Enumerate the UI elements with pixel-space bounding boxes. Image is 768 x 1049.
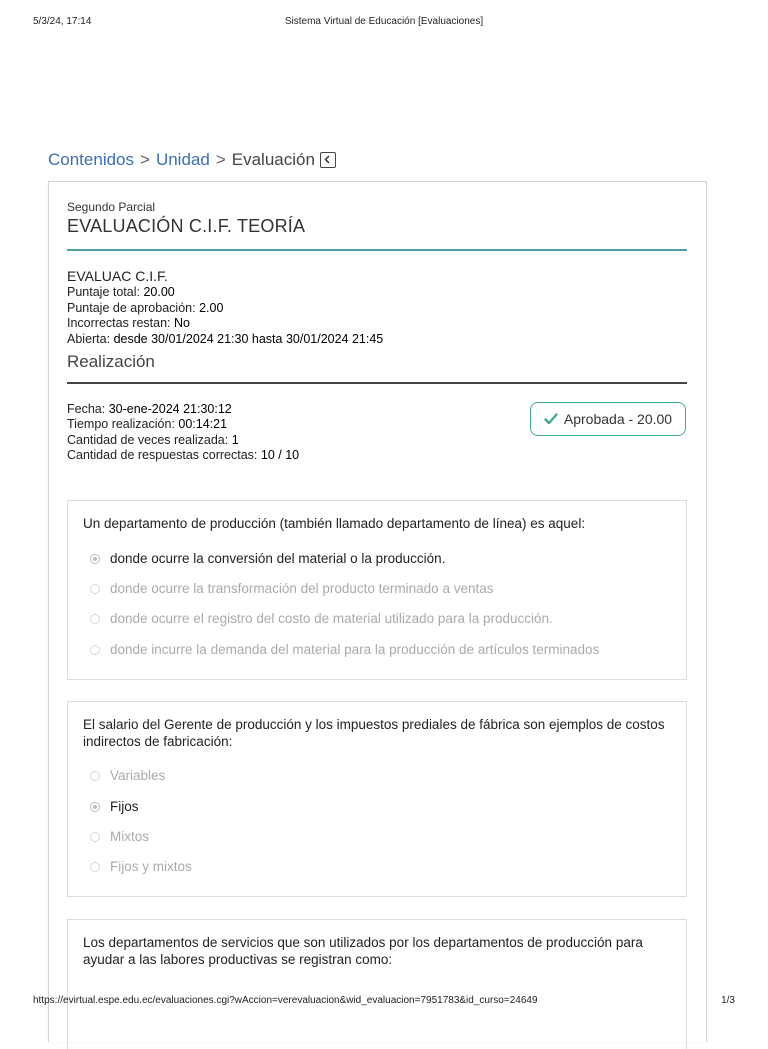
section-label: Segundo Parcial	[67, 200, 156, 214]
answer-option-label: Mixtos	[110, 829, 150, 844]
puntaje-total-row	[67, 285, 687, 300]
aprobacion-row	[67, 301, 687, 316]
incorrectas-row	[67, 316, 687, 331]
answer-option[interactable]	[90, 611, 553, 626]
correctas-label: Cantidad de respuestas correctas:	[67, 448, 258, 463]
answer-option-label: donde incurre la demanda del material para la producción de artículos terminados	[110, 642, 600, 657]
radio-icon[interactable]	[90, 771, 100, 781]
answer-option-label: donde ocurre la transformación del producto terminado a ventas	[110, 581, 494, 596]
puntaje-total-label: Puntaje total:	[67, 285, 140, 300]
answer-option-label: Variables	[110, 768, 166, 783]
question-card	[67, 500, 687, 680]
question-card	[67, 919, 687, 1049]
tiempo-value: 00:14:21	[178, 417, 228, 432]
answer-option[interactable]	[90, 859, 192, 874]
correctas-value: 10 / 10	[260, 448, 300, 463]
answer-option-label: Fijos y mixtos	[110, 859, 192, 874]
question-card	[67, 701, 687, 897]
incorrectas-value: No	[174, 316, 190, 331]
radio-icon[interactable]	[90, 832, 100, 842]
puntaje-total-value: 20.00	[143, 285, 175, 300]
exam-title: EVALUACIÓN C.I.F. TEORÍA	[67, 216, 306, 236]
fecha-value: 30-ene-2024 21:30:12	[108, 402, 232, 416]
answer-option-label: Fijos	[110, 799, 139, 814]
print-title: Sistema Virtual de Educación [Evaluaciones]	[284, 16, 484, 27]
print-header	[33, 16, 735, 30]
answer-option-label: donde ocurre el registro del costo de material utilizado para la producción.	[110, 611, 553, 626]
check-icon	[544, 413, 558, 425]
radio-selected-icon[interactable]	[90, 802, 100, 812]
print-url: https://evirtual.espe.edu.ec/evaluaciones.cgi?wAccion=verevaluacion&wid_evaluacion=7951783&id_curso=24649	[33, 995, 538, 1006]
abierta-value: desde 30/01/2024 21:30 hasta 30/01/2024 21:45	[113, 331, 384, 346]
answer-option[interactable]	[90, 799, 139, 814]
answer-option[interactable]	[90, 829, 149, 844]
status-badge-label: Aprobada - 20.00	[563, 411, 673, 427]
breadcrumb-separator: >	[215, 150, 226, 169]
question-text: Un departamento de producción (también llamado departamento de línea) es aquel:	[83, 516, 586, 531]
breadcrumb-separator: >	[140, 150, 150, 169]
abierta-label: Abierta:	[67, 331, 111, 346]
radio-icon[interactable]	[90, 645, 100, 655]
print-page-number: 1/3	[721, 995, 735, 1006]
exam-name: EVALUAC C.I.F.	[67, 268, 168, 284]
print-timestamp: 5/3/24, 17:14	[33, 16, 92, 27]
correctas-row	[67, 448, 299, 463]
tiempo-row	[67, 417, 299, 432]
exam-info	[67, 269, 687, 347]
answer-option[interactable]	[90, 642, 599, 657]
answer-option-label: donde ocurre la conversión del material o la producción.	[110, 551, 446, 566]
answer-option[interactable]	[90, 581, 493, 596]
abierta-row	[67, 332, 687, 347]
evaluation-panel	[48, 181, 707, 1042]
veces-value: 1	[231, 432, 239, 447]
tiempo-label: Tiempo realización:	[67, 417, 175, 432]
question-text: Los departamentos de servicios que son utilizados por los departamentos de producción para ayudar a las labores productivas se registran como:	[83, 935, 643, 967]
breadcrumb-unidad-link[interactable]: Unidad	[155, 150, 210, 169]
radio-selected-icon[interactable]	[90, 554, 100, 564]
question-text: El salario del Gerente de producción y los impuestos prediales de fábrica son ejemplos de costos indirectos de fabricación:	[83, 717, 665, 749]
aprobacion-value: 2.00	[199, 300, 224, 315]
title-divider	[67, 249, 687, 251]
fecha-label: Fecha:	[67, 402, 106, 416]
fecha-row	[67, 402, 299, 417]
back-arrow-icon[interactable]	[320, 152, 336, 168]
realizacion-title: Realización	[67, 352, 155, 371]
print-footer	[33, 995, 735, 1009]
status-badge	[530, 402, 686, 436]
realizacion-divider	[67, 382, 687, 384]
veces-label: Cantidad de veces realizada:	[67, 432, 229, 447]
radio-icon[interactable]	[90, 614, 100, 624]
radio-icon[interactable]	[90, 862, 100, 872]
breadcrumb	[48, 150, 336, 170]
answer-option[interactable]	[90, 551, 445, 566]
incorrectas-label: Incorrectas restan:	[67, 316, 171, 331]
exam-header	[67, 200, 687, 237]
radio-icon[interactable]	[90, 584, 100, 594]
breadcrumb-current: Evaluación	[231, 150, 315, 169]
aprobacion-label: Puntaje de aprobación:	[67, 300, 196, 315]
breadcrumb-contenidos-link[interactable]: Contenidos	[48, 150, 135, 169]
realizacion-stats	[67, 402, 299, 464]
veces-row	[67, 433, 299, 448]
answer-option[interactable]	[90, 768, 165, 783]
